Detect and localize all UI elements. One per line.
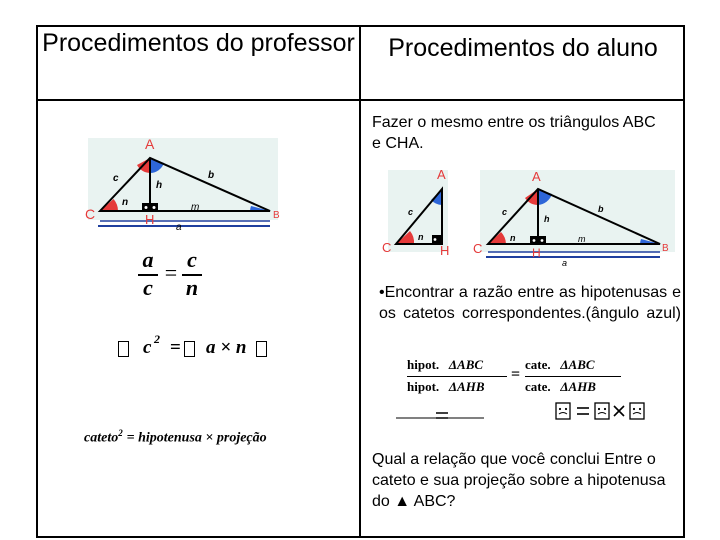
label-a-vertex: A [145, 136, 155, 152]
small-label-n: n [418, 232, 424, 242]
right-label-c: C [473, 241, 483, 256]
fraction-equation [138, 247, 208, 303]
right-label-m: m [578, 234, 586, 244]
question-text: Qual a relação que você conclui Entre o cateto e sua projeção sobre a hipotenusa do ▲ ABC? [372, 451, 666, 510]
label-c-vertex: C [85, 206, 96, 222]
formula-exp: 2 [118, 428, 123, 438]
right-label-side-c: c [502, 207, 508, 217]
missing-glyph-box-2 [184, 341, 195, 357]
right-label-n: n [510, 233, 516, 243]
right-label-a-side: a [562, 258, 568, 268]
right-label-b: B [662, 243, 669, 254]
small-label-c: C [382, 240, 392, 255]
eq2-lhs: c [143, 337, 152, 358]
header-aluno: Procedimentos do aluno [388, 34, 658, 62]
missing-glyph-box [118, 341, 129, 357]
small-label-side-c: c [408, 207, 414, 217]
small-label-a: A [437, 167, 446, 182]
column-divider [359, 25, 361, 538]
blank-equation [392, 400, 672, 430]
right-label-h-alt: h [544, 214, 550, 224]
missing-glyph-box-3 [256, 341, 267, 357]
ratio-expression [407, 357, 627, 403]
right-label-a: A [532, 169, 541, 184]
formula-lhs: cateto [84, 430, 119, 446]
ratio-bottom-right: cate. ΔAHB [525, 379, 596, 394]
eq2-rhs: a × n [206, 337, 247, 358]
formula-cateto [84, 428, 354, 447]
small-label-h: H [440, 243, 450, 258]
formula-rhs: = hipotenusa × projeção [126, 430, 267, 446]
right-label-h: H [532, 246, 541, 260]
fraction-den-left: c [143, 275, 153, 300]
label-m: m [191, 202, 200, 213]
ratio-bottom-left: hipot. ΔAHB [407, 379, 485, 394]
label-b-vertex: B [273, 210, 280, 221]
header-divider [36, 99, 685, 101]
right-angle-mark [142, 203, 158, 212]
intro-text: Fazer o mesmo entre os triângulos ABC e CHA. [372, 114, 656, 152]
ratio-bar-left [407, 376, 507, 377]
bullet-text: •Encontrar a razão entre as hipotenusas e os catetos correspondentes.(ângulo azul) [379, 284, 681, 322]
label-side-b: b [208, 170, 215, 181]
triangle-abc-diagram [78, 133, 293, 233]
equation-c-squared [118, 332, 268, 363]
placeholder-glyph-3 [630, 403, 644, 419]
eq2-eq: = [170, 337, 181, 358]
label-side-c: c [113, 173, 119, 184]
placeholder-glyph-2 [595, 403, 609, 419]
ratio-top-right: cate. ΔABC [525, 357, 595, 372]
label-n: n [122, 197, 129, 208]
placeholder-glyph-1 [556, 403, 570, 419]
label-h-foot: H [145, 212, 155, 227]
fraction-num-right: c [187, 247, 197, 272]
header-professor: Procedimentos do professor [42, 29, 355, 57]
label-a-side: a [176, 222, 182, 233]
fraction-den-right: n [185, 275, 199, 300]
ratio-top-left: hipot. ΔABC [407, 357, 484, 372]
ratio-bar-right [525, 376, 621, 377]
ratio-eq: = [511, 366, 521, 383]
triangle-cha-diagram [370, 165, 460, 260]
eq2-exp: 2 [154, 332, 160, 346]
label-height-h: h [156, 180, 163, 191]
fraction-num-left: a [142, 247, 154, 272]
fraction-eq: = [164, 260, 178, 285]
right-label-side-b: b [598, 204, 604, 214]
triangle-abc-diagram-right [470, 165, 680, 270]
